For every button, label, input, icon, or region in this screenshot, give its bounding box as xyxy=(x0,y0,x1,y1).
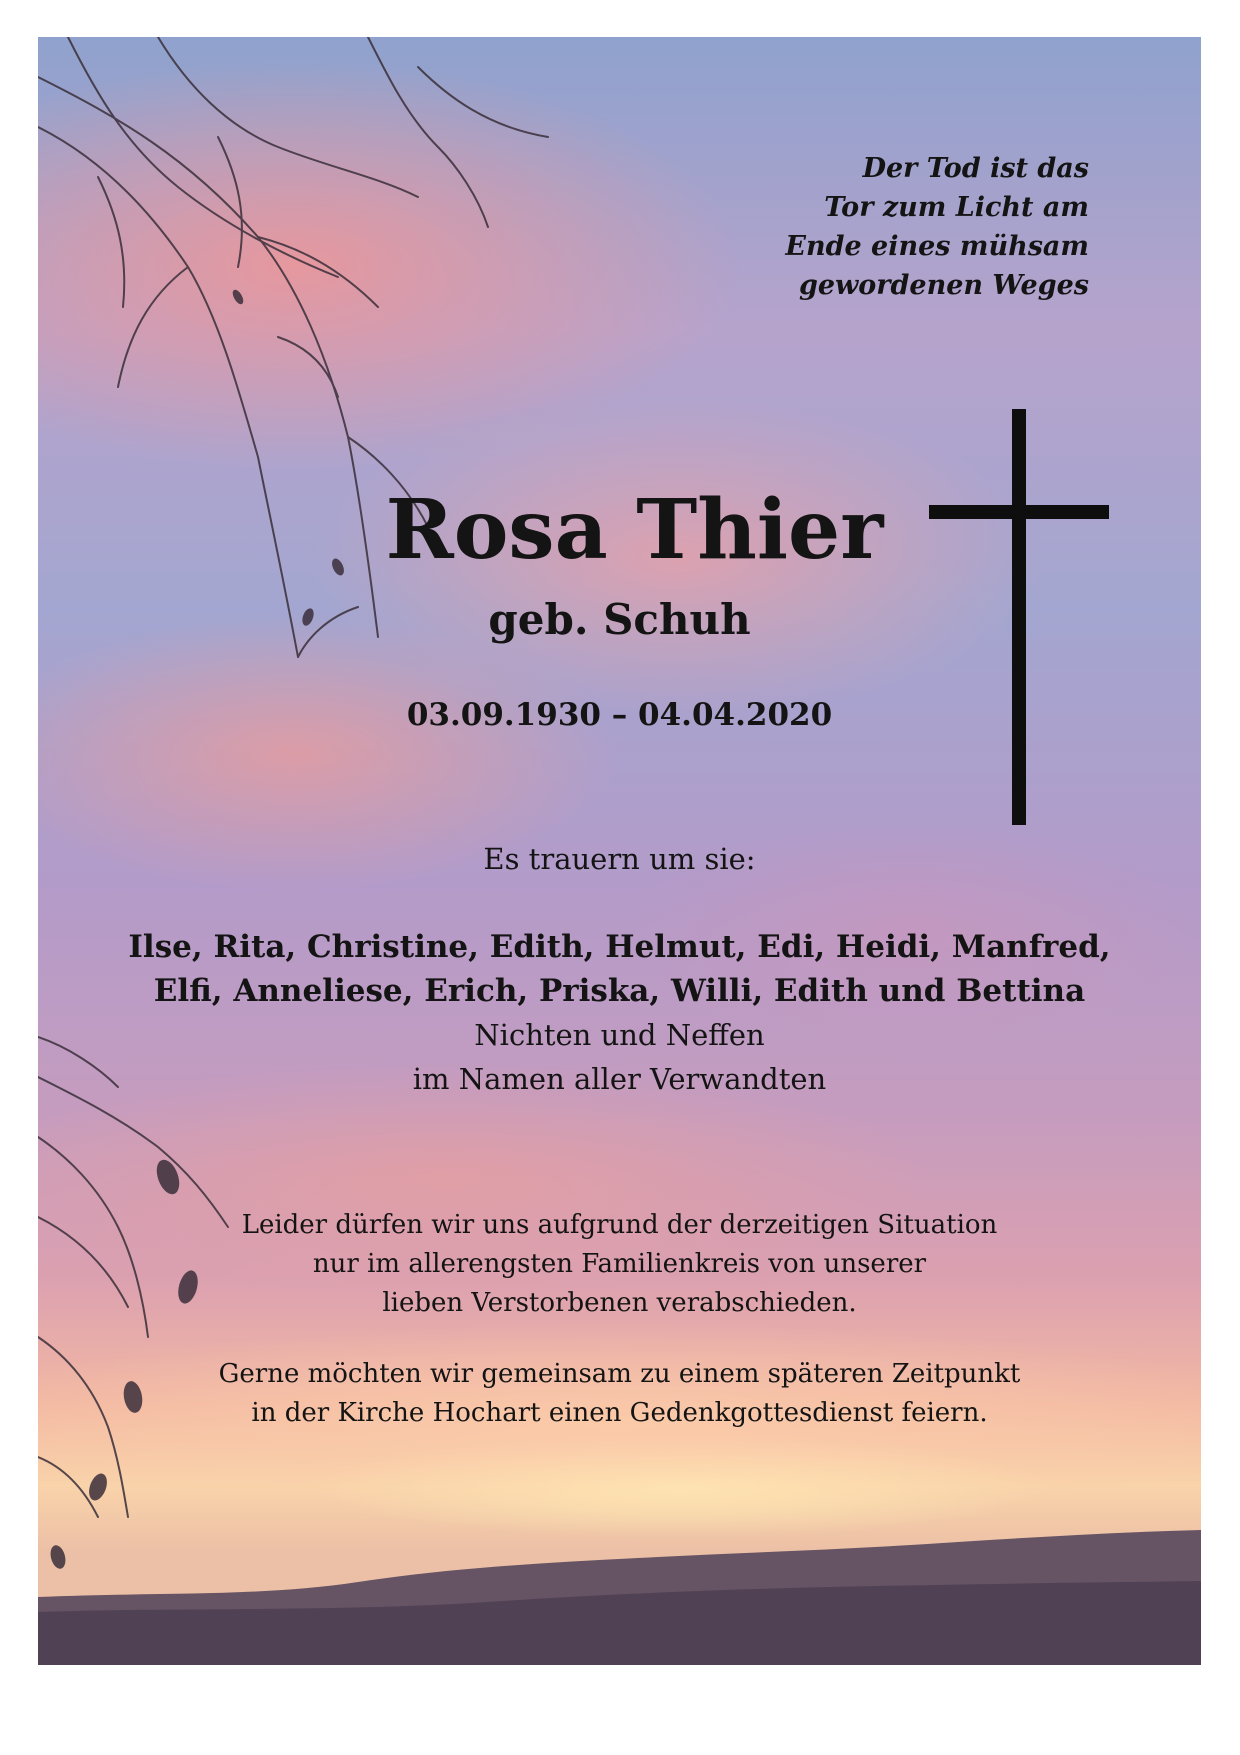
mourning-intro: Es trauern um sie: xyxy=(483,842,756,876)
quote-line: gewordenen Weges xyxy=(799,270,1089,301)
notice-line: Leider dürfen wir uns aufgrund der derzeitigen Situation xyxy=(241,1210,998,1240)
farewell-notice xyxy=(38,1206,1201,1323)
mourner-names xyxy=(38,925,1201,1013)
obituary-card xyxy=(38,37,1201,1665)
quote-line: Ende eines mühsam xyxy=(785,231,1089,262)
quote-line: Der Tod ist das xyxy=(862,153,1089,184)
memorial-service-notice xyxy=(38,1355,1201,1433)
quote-line: Tor zum Licht am xyxy=(824,192,1089,223)
relatives-text xyxy=(38,1013,1201,1101)
service-line: in der Kirche Hochart einen Gedenkgottesdienst feiern. xyxy=(251,1398,988,1428)
notice-line: nur im allerengsten Familienkreis von unserer xyxy=(312,1249,927,1279)
maiden-name: geb. Schuh xyxy=(488,595,751,644)
mourner-names-line: Ilse, Rita, Christine, Edith, Helmut, Edi, Heidi, Manfred, xyxy=(128,929,1111,965)
deceased-name: Rosa Thier xyxy=(385,482,884,578)
relatives-line: im Namen aller Verwandten xyxy=(412,1062,827,1096)
mourner-names-line: Elfi, Anneliese, Erich, Priska, Willi, Edith und Bettina xyxy=(153,973,1086,1009)
memorial-quote xyxy=(785,149,1089,305)
relatives-line: Nichten und Neffen xyxy=(474,1018,765,1052)
service-line: Gerne möchten wir gemeinsam zu einem späteren Zeitpunkt xyxy=(218,1359,1021,1389)
life-dates: 03.09.1930 – 04.04.2020 xyxy=(406,697,833,733)
notice-line: lieben Verstorbenen verabschieden. xyxy=(382,1288,857,1318)
